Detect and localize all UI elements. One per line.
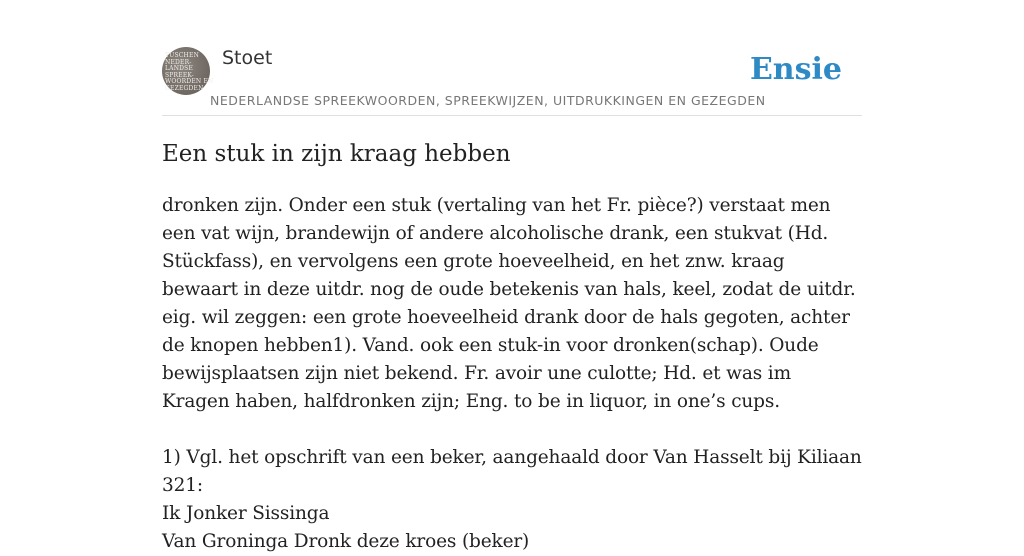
paragraph-spacer	[162, 416, 864, 444]
avatar-text-line: WOORDEN EN	[165, 78, 214, 85]
article-paragraph: dronken zijn. Onder een stuk (vertaling van het Fr. pièce?) verstaat men een vat wijn, brandewijn of andere alcoholische drank, een stukvat (Hd. Stückfass), en vervolgens een grote hoeveelheid, en het znw. kraag bewaart in deze uitdr. nog de oude betekenis van hals, keel, zodat de uitdr. eig. wil zeggen: een grote hoeveelheid drank door de hals gegoten, achter de knopen hebben1). Vand. ook een stuk-in voor dronken(schap). Oude bewijsplaatsen zijn niet bekend. Fr. avoir une culotte; Hd. et was im Kragen haben, halfdronken zijn; Eng. to be in liquor, in one’s cups.	[162, 195, 856, 412]
avatar-text-line: TUSCHEN	[165, 52, 200, 59]
avatar-text-line: GEZEGDEN	[165, 84, 204, 92]
avatar-text-line: LANDSE	[165, 65, 194, 72]
header	[162, 46, 862, 116]
footnote-line: 1) Vgl. het opschrift van een beker, aangehaald door Van Hasselt bij Kiliaan 321:	[162, 447, 862, 496]
author-name-link[interactable]: Stoet	[222, 47, 273, 69]
brand-logo-link[interactable]: Ensie	[749, 52, 842, 87]
avatar-text-line: NEDER-	[165, 58, 192, 66]
avatar-text-line: SPREEK-	[165, 71, 194, 79]
author-avatar[interactable]	[162, 47, 214, 95]
article-title: Een stuk in zijn kraag hebben	[162, 141, 511, 167]
avatar-book-cover-text	[165, 52, 214, 92]
article-body	[162, 192, 864, 556]
source-subtitle-link[interactable]: NEDERLANDSE SPREEKWOORDEN, SPREEKWIJZEN, UITDRUKKINGEN EN GEZEGDEN	[210, 93, 766, 108]
header-divider	[162, 115, 862, 116]
footnote-line: Van Groninga Dronk deze kroes (beker)	[162, 531, 530, 552]
footnote-line: Ik Jonker Sissinga	[162, 503, 330, 524]
